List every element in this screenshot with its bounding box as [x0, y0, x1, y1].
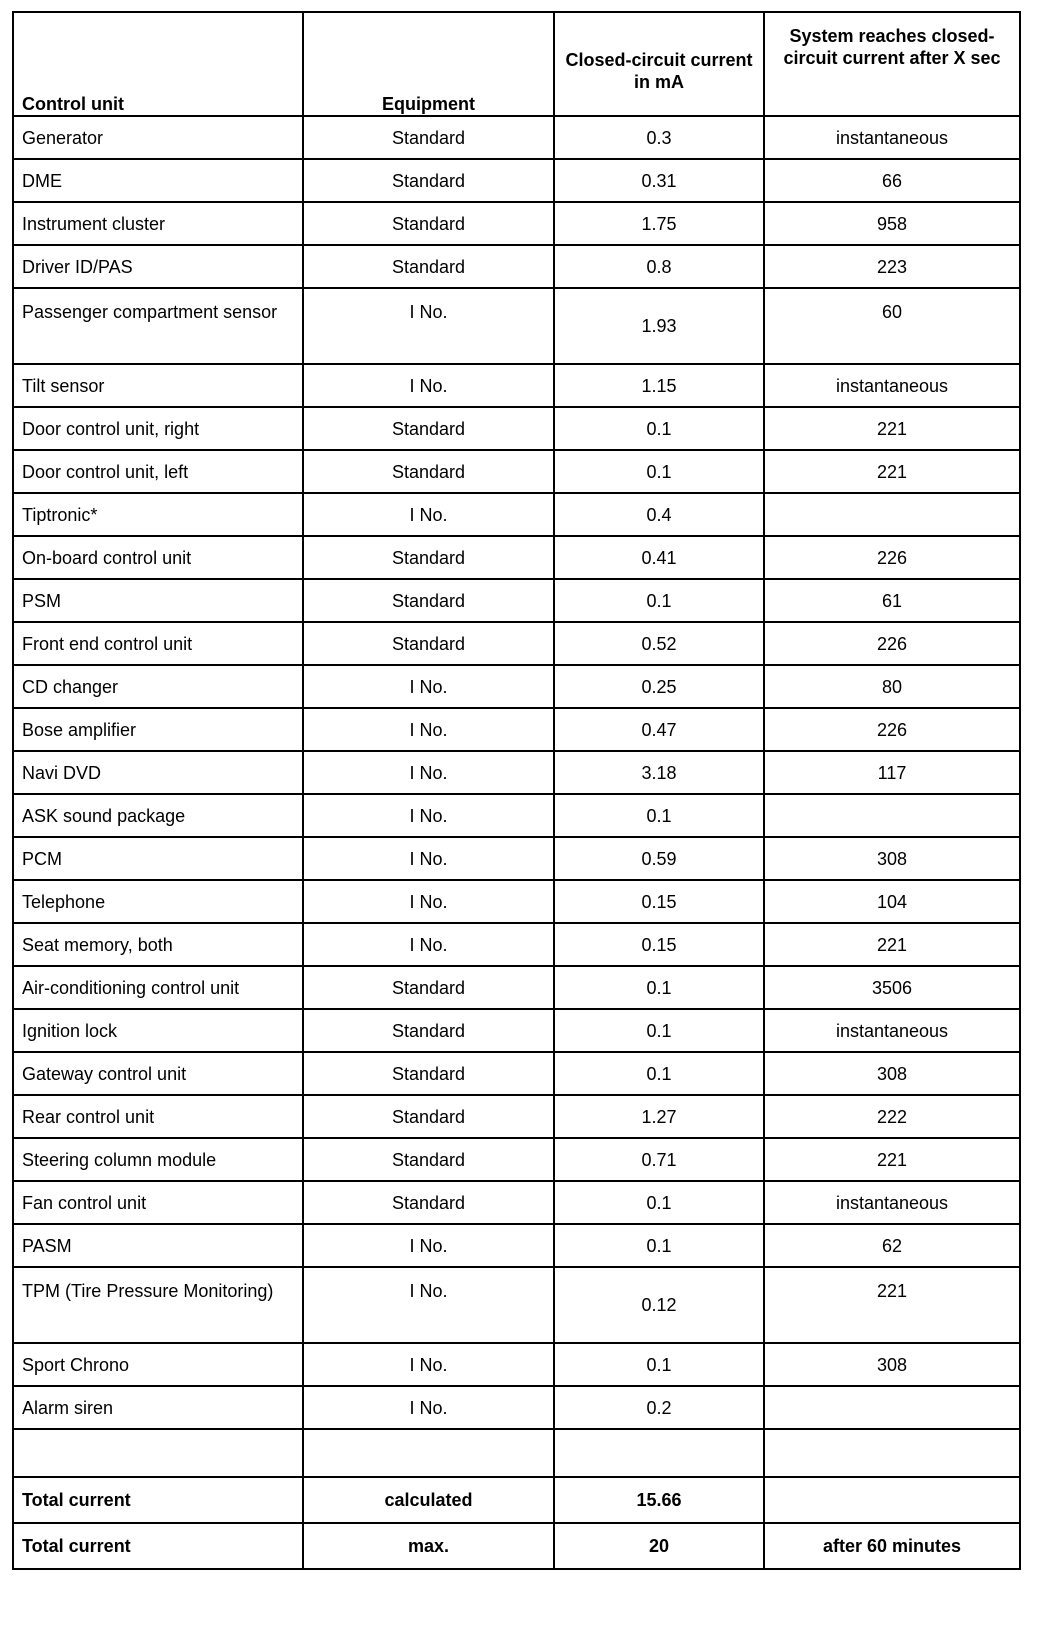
control-unit-cell: Rear control unit: [13, 1095, 303, 1138]
seconds-cell: 958: [764, 202, 1020, 245]
current-cell: 0.1: [554, 794, 764, 837]
equipment-cell: Standard: [303, 966, 554, 1009]
equipment-cell: Standard: [303, 116, 554, 159]
control-unit-cell: On-board control unit: [13, 536, 303, 579]
seconds-cell: 226: [764, 622, 1020, 665]
equipment-cell: Standard: [303, 1052, 554, 1095]
equipment-cell: I No.: [303, 1224, 554, 1267]
seconds-cell: 222: [764, 1095, 1020, 1138]
control-unit-cell: TPM (Tire Pressure Monitoring): [13, 1267, 303, 1343]
total-row: [13, 1477, 1020, 1523]
seconds-cell: instantaneous: [764, 364, 1020, 407]
equipment-cell: I No.: [303, 1267, 554, 1343]
table-row: [13, 708, 1020, 751]
empty-cell: [13, 1429, 303, 1477]
control-unit-cell: Front end control unit: [13, 622, 303, 665]
control-unit-cell: Steering column module: [13, 1138, 303, 1181]
current-cell: 1.75: [554, 202, 764, 245]
current-cell: 0.25: [554, 665, 764, 708]
control-unit-cell: PCM: [13, 837, 303, 880]
seconds-cell: instantaneous: [764, 1009, 1020, 1052]
current-cell: 0.1: [554, 579, 764, 622]
equipment-cell: Standard: [303, 536, 554, 579]
seconds-cell: [764, 1386, 1020, 1429]
seconds-cell: 308: [764, 1052, 1020, 1095]
control-unit-cell: Bose amplifier: [13, 708, 303, 751]
seconds-cell: 223: [764, 245, 1020, 288]
seconds-cell: [764, 794, 1020, 837]
table-row: [13, 751, 1020, 794]
equipment-cell: I No.: [303, 923, 554, 966]
header-control-unit: Control unit: [13, 12, 303, 116]
total-current-cell: 15.66: [554, 1477, 764, 1523]
table-row: [13, 450, 1020, 493]
control-unit-cell: Sport Chrono: [13, 1343, 303, 1386]
seconds-cell: 117: [764, 751, 1020, 794]
current-cell: 0.31: [554, 159, 764, 202]
equipment-cell: Standard: [303, 1095, 554, 1138]
seconds-cell: 308: [764, 837, 1020, 880]
current-cell: 0.47: [554, 708, 764, 751]
table-row: [13, 245, 1020, 288]
table-row: [13, 794, 1020, 837]
equipment-cell: I No.: [303, 751, 554, 794]
control-unit-cell: DME: [13, 159, 303, 202]
control-unit-cell: Generator: [13, 116, 303, 159]
total-seconds-cell: after 60 minutes: [764, 1523, 1020, 1569]
table-row: [13, 579, 1020, 622]
empty-cell: [554, 1429, 764, 1477]
control-unit-cell: Driver ID/PAS: [13, 245, 303, 288]
current-cell: 0.1: [554, 966, 764, 1009]
table-row: [13, 1386, 1020, 1429]
control-unit-cell: Instrument cluster: [13, 202, 303, 245]
total-seconds-cell: [764, 1477, 1020, 1523]
equipment-cell: Standard: [303, 407, 554, 450]
current-cell: 1.15: [554, 364, 764, 407]
seconds-cell: 226: [764, 708, 1020, 751]
equipment-cell: I No.: [303, 1386, 554, 1429]
table-row: [13, 288, 1020, 364]
control-unit-cell: Gateway control unit: [13, 1052, 303, 1095]
seconds-cell: 60: [764, 288, 1020, 364]
equipment-cell: I No.: [303, 364, 554, 407]
equipment-cell: Standard: [303, 245, 554, 288]
current-cell: 1.27: [554, 1095, 764, 1138]
current-cell: 0.1: [554, 1009, 764, 1052]
equipment-cell: I No.: [303, 708, 554, 751]
control-unit-cell: Ignition lock: [13, 1009, 303, 1052]
equipment-cell: I No.: [303, 665, 554, 708]
total-equipment-cell: max.: [303, 1523, 554, 1569]
current-cell: 0.52: [554, 622, 764, 665]
control-unit-cell: Alarm siren: [13, 1386, 303, 1429]
table-row: [13, 880, 1020, 923]
control-unit-cell: ASK sound package: [13, 794, 303, 837]
control-unit-cell: Navi DVD: [13, 751, 303, 794]
table-row: [13, 407, 1020, 450]
seconds-cell: 104: [764, 880, 1020, 923]
current-cell: 0.3: [554, 116, 764, 159]
empty-cell: [764, 1429, 1020, 1477]
seconds-cell: instantaneous: [764, 1181, 1020, 1224]
current-cell: 0.1: [554, 450, 764, 493]
current-cell: 0.59: [554, 837, 764, 880]
seconds-cell: 221: [764, 1138, 1020, 1181]
table-row: [13, 493, 1020, 536]
seconds-cell: 61: [764, 579, 1020, 622]
current-cell: 0.1: [554, 1224, 764, 1267]
equipment-cell: I No.: [303, 288, 554, 364]
equipment-cell: Standard: [303, 622, 554, 665]
seconds-cell: 221: [764, 1267, 1020, 1343]
current-cell: 0.4: [554, 493, 764, 536]
current-cell: 0.1: [554, 1052, 764, 1095]
table-row: [13, 622, 1020, 665]
table-row: [13, 202, 1020, 245]
control-unit-cell: Door control unit, right: [13, 407, 303, 450]
current-cell: 0.71: [554, 1138, 764, 1181]
control-unit-cell: PSM: [13, 579, 303, 622]
total-current-cell: 20: [554, 1523, 764, 1569]
total-row: [13, 1523, 1020, 1569]
control-unit-cell: Telephone: [13, 880, 303, 923]
equipment-cell: Standard: [303, 1181, 554, 1224]
seconds-cell: 221: [764, 450, 1020, 493]
table-row: [13, 1052, 1020, 1095]
header-current: Closed-circuit current in mA: [554, 12, 764, 116]
table-row: [13, 665, 1020, 708]
seconds-cell: 66: [764, 159, 1020, 202]
seconds-cell: 226: [764, 536, 1020, 579]
control-unit-cell: Passenger compartment sensor: [13, 288, 303, 364]
equipment-cell: I No.: [303, 794, 554, 837]
table-row: [13, 1095, 1020, 1138]
header-row: [13, 12, 1020, 116]
closed-circuit-current-table: [12, 11, 1021, 1570]
current-cell: 0.15: [554, 923, 764, 966]
total-label-cell: Total current: [13, 1477, 303, 1523]
current-cell: 0.1: [554, 1181, 764, 1224]
current-cell: 3.18: [554, 751, 764, 794]
seconds-cell: 62: [764, 1224, 1020, 1267]
seconds-cell: 308: [764, 1343, 1020, 1386]
equipment-cell: Standard: [303, 450, 554, 493]
total-label-cell: Total current: [13, 1523, 303, 1569]
equipment-cell: I No.: [303, 1343, 554, 1386]
current-cell: 1.93: [554, 288, 764, 364]
table-row: [13, 1343, 1020, 1386]
seconds-cell: instantaneous: [764, 116, 1020, 159]
equipment-cell: Standard: [303, 159, 554, 202]
empty-cell: [303, 1429, 554, 1477]
table-row: [13, 1267, 1020, 1343]
equipment-cell: Standard: [303, 1009, 554, 1052]
control-unit-cell: Door control unit, left: [13, 450, 303, 493]
seconds-cell: 221: [764, 923, 1020, 966]
control-unit-cell: Air-conditioning control unit: [13, 966, 303, 1009]
table-row: [13, 837, 1020, 880]
total-equipment-cell: calculated: [303, 1477, 554, 1523]
current-cell: 0.12: [554, 1267, 764, 1343]
control-unit-cell: Tilt sensor: [13, 364, 303, 407]
equipment-cell: Standard: [303, 579, 554, 622]
table-row: [13, 923, 1020, 966]
table-row: [13, 116, 1020, 159]
table-row: [13, 1224, 1020, 1267]
equipment-cell: I No.: [303, 493, 554, 536]
control-unit-cell: PASM: [13, 1224, 303, 1267]
empty-row: [13, 1429, 1020, 1477]
current-cell: 0.1: [554, 1343, 764, 1386]
control-unit-cell: Seat memory, both: [13, 923, 303, 966]
table-row: [13, 1138, 1020, 1181]
header-equipment: Equipment: [303, 12, 554, 116]
seconds-cell: 3506: [764, 966, 1020, 1009]
table-row: [13, 1009, 1020, 1052]
seconds-cell: 80: [764, 665, 1020, 708]
current-cell: 0.1: [554, 407, 764, 450]
current-cell: 0.2: [554, 1386, 764, 1429]
equipment-cell: I No.: [303, 837, 554, 880]
table-row: [13, 159, 1020, 202]
seconds-cell: 221: [764, 407, 1020, 450]
table-row: [13, 364, 1020, 407]
table-row: [13, 536, 1020, 579]
equipment-cell: Standard: [303, 202, 554, 245]
equipment-cell: I No.: [303, 880, 554, 923]
current-cell: 0.41: [554, 536, 764, 579]
current-cell: 0.8: [554, 245, 764, 288]
table-row: [13, 966, 1020, 1009]
table-row: [13, 1181, 1020, 1224]
equipment-cell: Standard: [303, 1138, 554, 1181]
control-unit-cell: CD changer: [13, 665, 303, 708]
seconds-cell: [764, 493, 1020, 536]
header-seconds: System reaches closed-circuit current after X sec: [764, 12, 1020, 116]
control-unit-cell: Tiptronic*: [13, 493, 303, 536]
control-unit-cell: Fan control unit: [13, 1181, 303, 1224]
current-cell: 0.15: [554, 880, 764, 923]
